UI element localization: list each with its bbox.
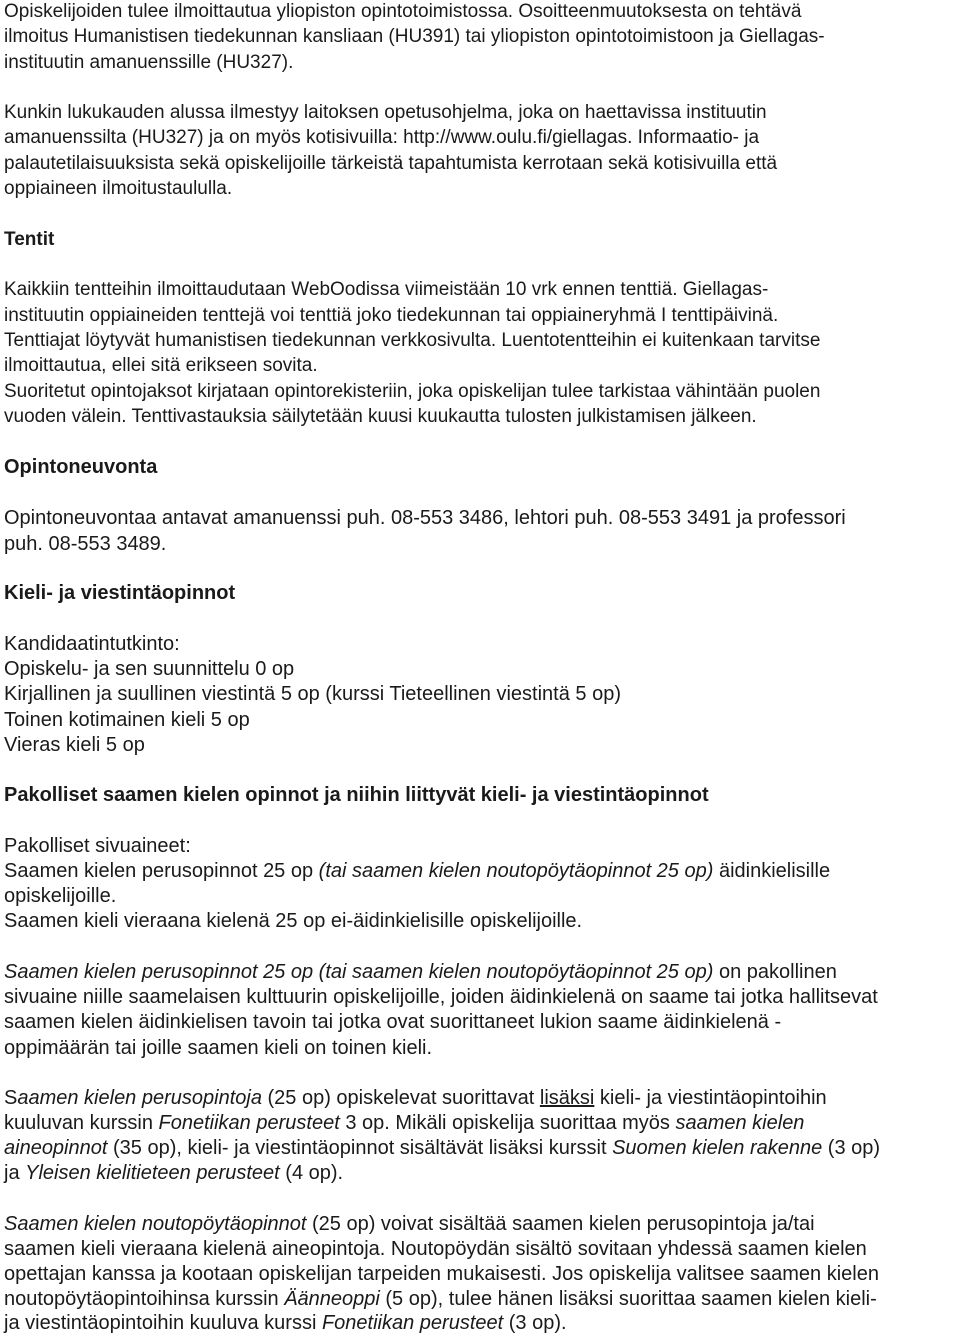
curriculum-line-2: amanuenssilta (HU327) ja on myös kotisivuilla: http://www.oulu.fi/giellagas. Informaatio- ja	[4, 127, 760, 148]
italic-span: saamen kielen	[675, 1112, 805, 1134]
pakolliset-p3-line-4	[4, 1161, 343, 1185]
kieli-heading: Kieli- ja viestintäopinnot	[4, 582, 236, 604]
pakolliset-p4-line-4	[4, 1287, 877, 1311]
pakolliset-p2-line-1	[4, 960, 837, 984]
intro-line-2: ilmoitus Humanistisen tiedekunnan kansliaan (HU391) tai yliopiston opintotoimistoon ja Giellagas-	[4, 26, 825, 47]
text-span: on pakollinen	[713, 961, 837, 983]
italic-span: Fonetiikan perusteet	[158, 1112, 340, 1134]
kieli-line-2: Opiskelu- ja sen suunnittelu 0 op	[4, 658, 295, 680]
text-span: (3 op).	[503, 1312, 567, 1334]
tentit-heading: Tentit	[4, 229, 55, 250]
pakolliset-p1-line-2	[4, 859, 830, 883]
pakolliset-p2-line-3: saamen kielen äidinkielisen tavoin tai jotka ovat suorittaneet lukion saame äidinkielenä -	[4, 1011, 782, 1033]
tentit-line-6: vuoden välein. Tenttivastauksia säilytetään kuusi kuukautta tulosten julkistamisen jälkeen.	[4, 406, 757, 427]
text-span: (3 op)	[822, 1137, 881, 1159]
pakolliset-p4-line-3: opettajan kanssa ja kootaan opiskelijan tarpeiden mukaisesti. Jos opiskelija valitsee saamen kielen	[4, 1263, 879, 1285]
italic-span: aamen kielen perusopintoja	[17, 1087, 262, 1109]
pakolliset-p4-line-1	[4, 1212, 815, 1236]
pakolliset-p1-label: Pakolliset sivuaineet:	[4, 835, 191, 857]
pakolliset-p1-line-4: Saamen kieli vieraana kielenä 25 op ei-äidinkielisille opiskelijoille.	[4, 910, 583, 932]
pakolliset-p2-line-4: oppimäärän tai joille saamen kieli on toinen kieli.	[4, 1037, 433, 1059]
italic-span: Fonetiikan perusteet	[321, 1312, 504, 1334]
italic-span: (tai saamen kielen noutopöytäopinnot 25 op)	[318, 860, 714, 882]
pakolliset-p4-line-2: saamen kieli vieraana kielenä aineopintoja. Noutopöydän sisältö sovitaan yhdessä saamen kielen	[4, 1238, 867, 1260]
text-span: S	[4, 1087, 18, 1109]
curriculum-line-1: Kunkin lukukauden alussa ilmestyy laitoksen opetusohjelma, joka on haettavissa instituutin	[4, 102, 767, 123]
tentit-line-4: ilmoittautua, ellei sitä erikseen sovita.	[4, 355, 318, 376]
italic-span: Yleisen kielitieteen perusteet	[25, 1162, 280, 1184]
text-span: Saamen kielen perusopinnot 25 op	[4, 860, 319, 882]
pakolliset-heading: Pakolliset saamen kielen opinnot ja niihin liittyvät kieli- ja viestintäopinnot	[4, 784, 709, 806]
pakolliset-p3-line-3	[4, 1136, 880, 1160]
pakolliset-p2-line-2: sivuaine niille saamelaisen kulttuurin opiskelijoille, joiden äidinkielenä on saame tai jotka hallitsevat	[4, 986, 878, 1008]
italic-span: Saamen kielen noutopöytäopinnot	[4, 1213, 307, 1235]
pakolliset-p1-line-3: opiskelijoille.	[4, 885, 117, 907]
text-span: kieli- ja viestintäopintoihin	[594, 1087, 827, 1109]
pakolliset-p3-line-1	[4, 1086, 827, 1110]
text-span: kuuluvan kurssin	[4, 1112, 159, 1134]
pakolliset-p4-line-5	[4, 1311, 567, 1335]
text-span: (5 op), tulee hänen lisäksi suorittaa saamen kielen kieli-	[379, 1288, 877, 1310]
text-span: äidinkielisille	[713, 860, 831, 882]
text-span: ja viestintäopintoihin kuuluva kurssi	[4, 1312, 322, 1334]
intro-line-1: Opiskelijoiden tulee ilmoittautua yliopiston opintotoimistossa. Osoitteenmuutoksesta on tehtävä	[4, 1, 802, 22]
text-span: (25 op) opiskelevat suorittavat	[261, 1087, 540, 1109]
pakolliset-p3-line-2	[4, 1111, 804, 1135]
tentit-line-1: Kaikkiin tentteihin ilmoittaudutaan WebOodissa viimeistään 10 vrk ennen tenttiä. Giellagas-	[4, 279, 769, 300]
kieli-line-5: Vieras kieli 5 op	[4, 734, 145, 756]
kieli-line-1: Kandidaatintutkinto:	[4, 633, 180, 655]
kieli-line-4: Toinen kotimainen kieli 5 op	[4, 709, 250, 731]
italic-span: aineopinnot	[4, 1137, 108, 1159]
italic-span: Äänneoppi	[284, 1288, 380, 1310]
opintoneuvonta-line-2: puh. 08-553 3489.	[4, 533, 167, 555]
tentit-line-2: instituutin oppiaineiden tenttejä voi tenttiä joko tiedekunnan tai oppiaineryhmä I tenttipäivinä.	[4, 305, 779, 326]
curriculum-line-4: oppiaineen ilmoitustaululla.	[4, 178, 233, 199]
kieli-line-3: Kirjallinen ja suullinen viestintä 5 op (kurssi Tieteellinen viestintä 5 op)	[4, 683, 621, 705]
text-span: 3 op. Mikäli opiskelija suorittaa myös	[339, 1112, 676, 1134]
text-span: noutopöytäopintoihinsa kurssin	[4, 1288, 285, 1310]
tentit-line-3: Tenttiajat löytyvät humanistisen tiedekunnan verkkosivulta. Luentotentteihin ei kuitenkaan tarvitse	[4, 330, 821, 351]
intro-line-3: instituutin amanuenssille (HU327).	[4, 52, 294, 73]
text-span: (25 op) voivat sisältää saamen kielen perusopintoja ja/tai	[306, 1213, 815, 1235]
italic-span: Suomen kielen rakenne	[612, 1137, 823, 1159]
opintoneuvonta-heading: Opintoneuvonta	[4, 456, 158, 478]
opintoneuvonta-line-1: Opintoneuvontaa antavat amanuenssi puh. 08-553 3486, lehtori puh. 08-553 3491 ja professori	[4, 507, 846, 529]
italic-span: Saamen kielen perusopinnot 25 op (tai saamen kielen noutopöytäopinnot 25 op)	[4, 961, 714, 983]
text-span: ja	[4, 1162, 26, 1184]
text-span: (4 op).	[279, 1162, 344, 1184]
curriculum-line-3: palautetilaisuuksista sekä opiskelijoille tärkeistä tapahtumista kerrotaan sekä kotisivuilla että	[4, 153, 778, 174]
tentit-line-5: Suoritetut opintojaksot kirjataan opintorekisteriin, joka opiskelijan tulee tarkistaa vähintään puolen	[4, 381, 821, 402]
text-span: (35 op), kieli- ja viestintäopinnot sisältävät lisäksi kurssit	[107, 1137, 613, 1159]
underlined-span: lisäksi	[539, 1087, 595, 1109]
